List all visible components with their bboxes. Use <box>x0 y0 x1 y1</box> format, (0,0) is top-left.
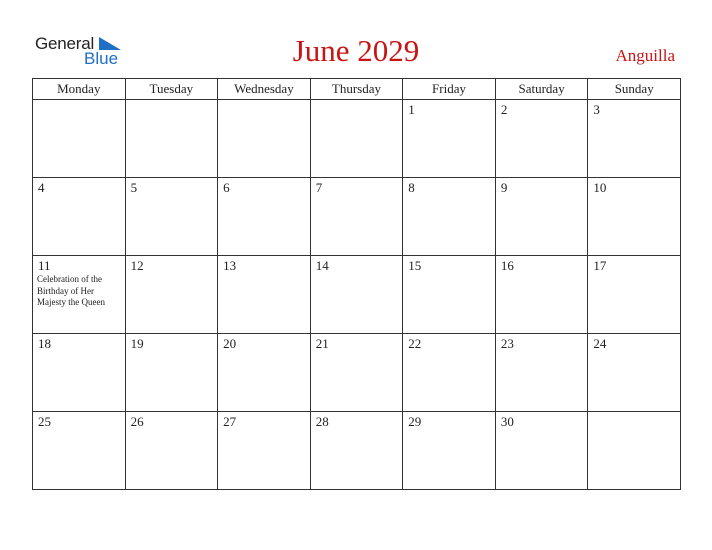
calendar-day-cell <box>125 334 218 412</box>
day-number: 5 <box>130 180 138 195</box>
weekday-header: Wednesday <box>218 79 311 100</box>
calendar-week-row <box>33 256 681 334</box>
weekday-header: Thursday <box>310 79 403 100</box>
weekday-header: Saturday <box>495 79 588 100</box>
day-number: 14 <box>315 258 329 273</box>
calendar-day-cell <box>310 100 403 178</box>
calendar-day-cell <box>403 100 496 178</box>
day-number: 22 <box>408 336 422 351</box>
day-number: 9 <box>500 180 508 195</box>
calendar-day-cell <box>403 178 496 256</box>
day-number: 27 <box>223 414 237 429</box>
day-number: 30 <box>500 414 514 429</box>
day-number: 11 <box>38 258 51 273</box>
weekday-header: Sunday <box>588 79 681 100</box>
day-number: 10 <box>593 180 607 195</box>
weekday-header: Tuesday <box>125 79 218 100</box>
calendar-day-cell <box>125 256 218 334</box>
calendar-week-row <box>33 178 681 256</box>
calendar-day-cell <box>495 256 588 334</box>
day-number: 7 <box>315 180 323 195</box>
calendar-day-cell <box>310 412 403 490</box>
day-number: 8 <box>408 180 415 195</box>
day-number: 12 <box>130 258 144 273</box>
weekday-header: Friday <box>403 79 496 100</box>
calendar-grid <box>32 78 681 490</box>
day-number: 20 <box>223 336 237 351</box>
calendar-day-cell <box>125 412 218 490</box>
day-number: 16 <box>500 258 514 273</box>
calendar-day-cell <box>218 178 311 256</box>
calendar-day-cell <box>33 178 126 256</box>
calendar-day-cell <box>495 178 588 256</box>
calendar-day-cell <box>495 100 588 178</box>
calendar-day-cell <box>403 256 496 334</box>
region-label: Anguilla <box>615 46 675 65</box>
day-number: 6 <box>223 180 230 195</box>
calendar-day-cell <box>33 334 126 412</box>
calendar-day-cell <box>588 334 681 412</box>
logo-text-blue: Blue <box>84 49 119 68</box>
calendar-day-cell <box>218 100 311 178</box>
calendar-week-row <box>33 334 681 412</box>
calendar-day-cell <box>588 256 681 334</box>
day-number: 28 <box>315 414 329 429</box>
calendar-day-cell <box>218 334 311 412</box>
calendar-week-row <box>33 100 681 178</box>
logo-text-general: General <box>35 34 95 53</box>
calendar-day-cell <box>403 412 496 490</box>
calendar-day-cell <box>495 412 588 490</box>
calendar-day-cell <box>33 256 126 334</box>
day-number: 18 <box>38 336 51 351</box>
calendar-week-row <box>33 412 681 490</box>
weekday-header: Monday <box>33 79 126 100</box>
day-number: 23 <box>500 336 514 351</box>
weekday-header-row <box>33 79 681 100</box>
calendar-day-cell <box>125 178 218 256</box>
day-number: 1 <box>408 102 415 117</box>
calendar-day-cell <box>588 178 681 256</box>
day-number: 3 <box>593 102 600 117</box>
calendar-day-cell <box>310 178 403 256</box>
day-number: 2 <box>500 102 508 117</box>
calendar-day-cell <box>33 412 126 490</box>
calendar-day-cell <box>218 412 311 490</box>
day-number: 25 <box>38 414 51 429</box>
calendar-day-cell <box>588 412 681 490</box>
calendar-day-cell <box>310 334 403 412</box>
day-number: 19 <box>130 336 144 351</box>
page-title: June 2029 <box>292 33 420 68</box>
day-number: 26 <box>130 414 144 429</box>
day-number: 24 <box>593 336 607 351</box>
calendar-day-cell <box>588 100 681 178</box>
calendar-day-cell <box>310 256 403 334</box>
day-number: 4 <box>38 180 45 195</box>
calendar-day-cell <box>125 100 218 178</box>
day-number: 29 <box>408 414 422 429</box>
calendar-day-cell <box>218 256 311 334</box>
day-number: 17 <box>593 258 607 273</box>
day-number: 15 <box>408 258 422 273</box>
calendar-day-cell <box>33 100 126 178</box>
calendar-day-cell <box>495 334 588 412</box>
day-number: 21 <box>315 336 329 351</box>
holiday-label: Celebration of the Birthday of Her Majesty the Queen <box>37 274 105 307</box>
day-number: 13 <box>223 258 237 273</box>
calendar-day-cell <box>403 334 496 412</box>
